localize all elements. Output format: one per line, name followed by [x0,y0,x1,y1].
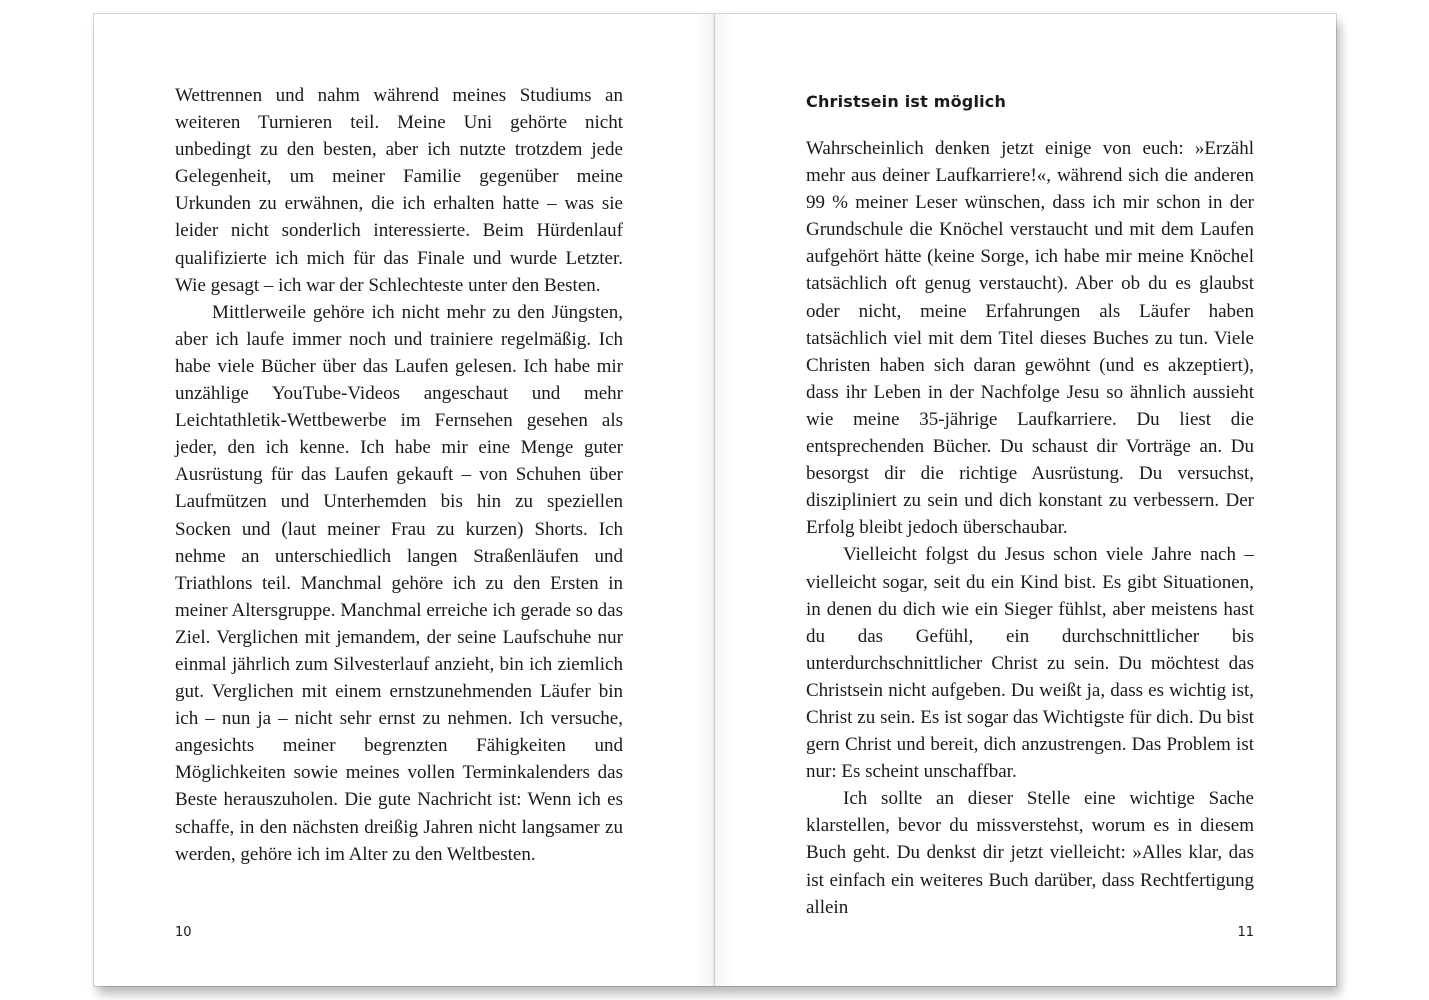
page-number: 10 [175,925,192,940]
paragraph: Mittlerweile gehöre ich nicht mehr zu den Jüngsten, aber ich laufe immer noch und trainiere regelmäßig. Ich habe viele Bücher über das Laufen gelesen. Ich habe mir unzählige YouTube-Videos angeschaut und mehr Leichtathletik-Wettbewerbe im Fernsehen gesehen als jeder, den ich kenne. Ich habe mir eine Menge guter Ausrüstung für das Laufen gekauft – von Schuhen über Laufmützen und Unterhemden bis hin zu speziellen Socken und (laut meiner Frau zu kurzen) Shorts. Ich nehme an unterschiedlich langen Straßenläufen und Triathlons teil. Manchmal gehöre ich zu den Ersten in meiner Altersgruppe. Manchmal erreiche ich gerade so das Ziel. Verglichen mit jemandem, der seine Laufschuhe nur einmal jährlich zum Silvesterlauf anzieht, bin ich ziemlich gut. Verglichen mit einem ernstzunehmenden Läufer bin ich – nun ja – nicht sehr ernst zu nehmen. Ich versuche, angesichts meiner begrenzten Fähigkeiten und Möglichkeiten sowie meines vollen Terminkalenders das Beste herauszuholen. Die gute Nachricht ist: Wenn ich es schaffe, in den nächsten dreißig Jahren nicht langsamer zu werden, gehöre ich im Alter zu den Weltbesten. [175,301,623,865]
right-page-body [806,135,1254,921]
right-page [715,14,1336,986]
paragraph: Vielleicht folgst du Jesus schon viele Jahre nach – vielleicht sogar, seit du ein Kind bist. Es gibt Situationen, in denen du dich wie ein Sieger fühlst, aber meistens hast du das Gefühl, ein durchschnittlicher bis unterdurchschnittlicher Christ zu sein. Du möchtest das Christsein nicht aufgeben. Du weißt ja, dass es wichtig ist, Christ zu sein. Es ist sogar das Wichtigste für dich. Du bist gern Christ und bereit, dich anzustrengen. Das Problem ist nur: Es scheint unschaffbar. [806,544,1254,783]
page-number: 11 [1237,925,1254,940]
left-page-body [175,82,623,868]
book-spread [94,14,1336,986]
paragraph: Ich sollte an dieser Stelle eine wichtige Sache klarstellen, bevor du missverstehst, worum es in diesem Buch geht. Du denkst dir jetzt vielleicht: »Alles klar, das ist einfach ein weiteres Buch darüber, dass Rechtfertigung allein [806,788,1254,918]
section-heading: Christsein ist möglich [806,92,1007,111]
paragraph: Wettrennen und nahm während meines Studiums an weiteren Turnieren teil. Meine Uni gehörte nicht unbedingt zu den besten, aber ich nutzte trotzdem jede Gelegenheit, um meiner Familie gegenüber meine Urkunden zu erwähnen, die ich erhalten hatte – was sie leider nicht sonderlich interessierte. Beim Hürdenlauf qualifizierte ich mich für das Finale und wurde Letzter. Wie gesagt – ich war der Schlechteste unter den Besten. [175,85,623,296]
left-page [94,14,715,986]
paragraph: Wahrscheinlich denken jetzt einige von euch: »Erzähl mehr aus deiner Laufkarriere!«, während sich die anderen 99 % meiner Leser wünschen, dass ich mir schon in der Grundschule die Knöchel verstaucht und mit dem Laufen aufgehört hätte (keine Sorge, ich habe mir meine Knöchel tatsächlich oft genug verstaucht). Aber ob du es glaubst oder nicht, meine Erfahrungen als Läufer haben tatsächlich viel mit dem Titel dieses Buches zu tun. Viele Christen haben sich daran gewöhnt (und es akzeptiert), dass ihr Leben in der Nachfolge Jesu so ähnlich aussieht wie meine 35-jährige Laufkarriere. Du liest die entsprechenden Bücher. Du schaust dir Vorträge an. Du besorgst dir die richtige Ausrüstung. Du versuchst, diszipliniert zu sein und dich konstant zu verbessern. Der Erfolg bleibt jedoch überschaubar. [806,138,1254,539]
